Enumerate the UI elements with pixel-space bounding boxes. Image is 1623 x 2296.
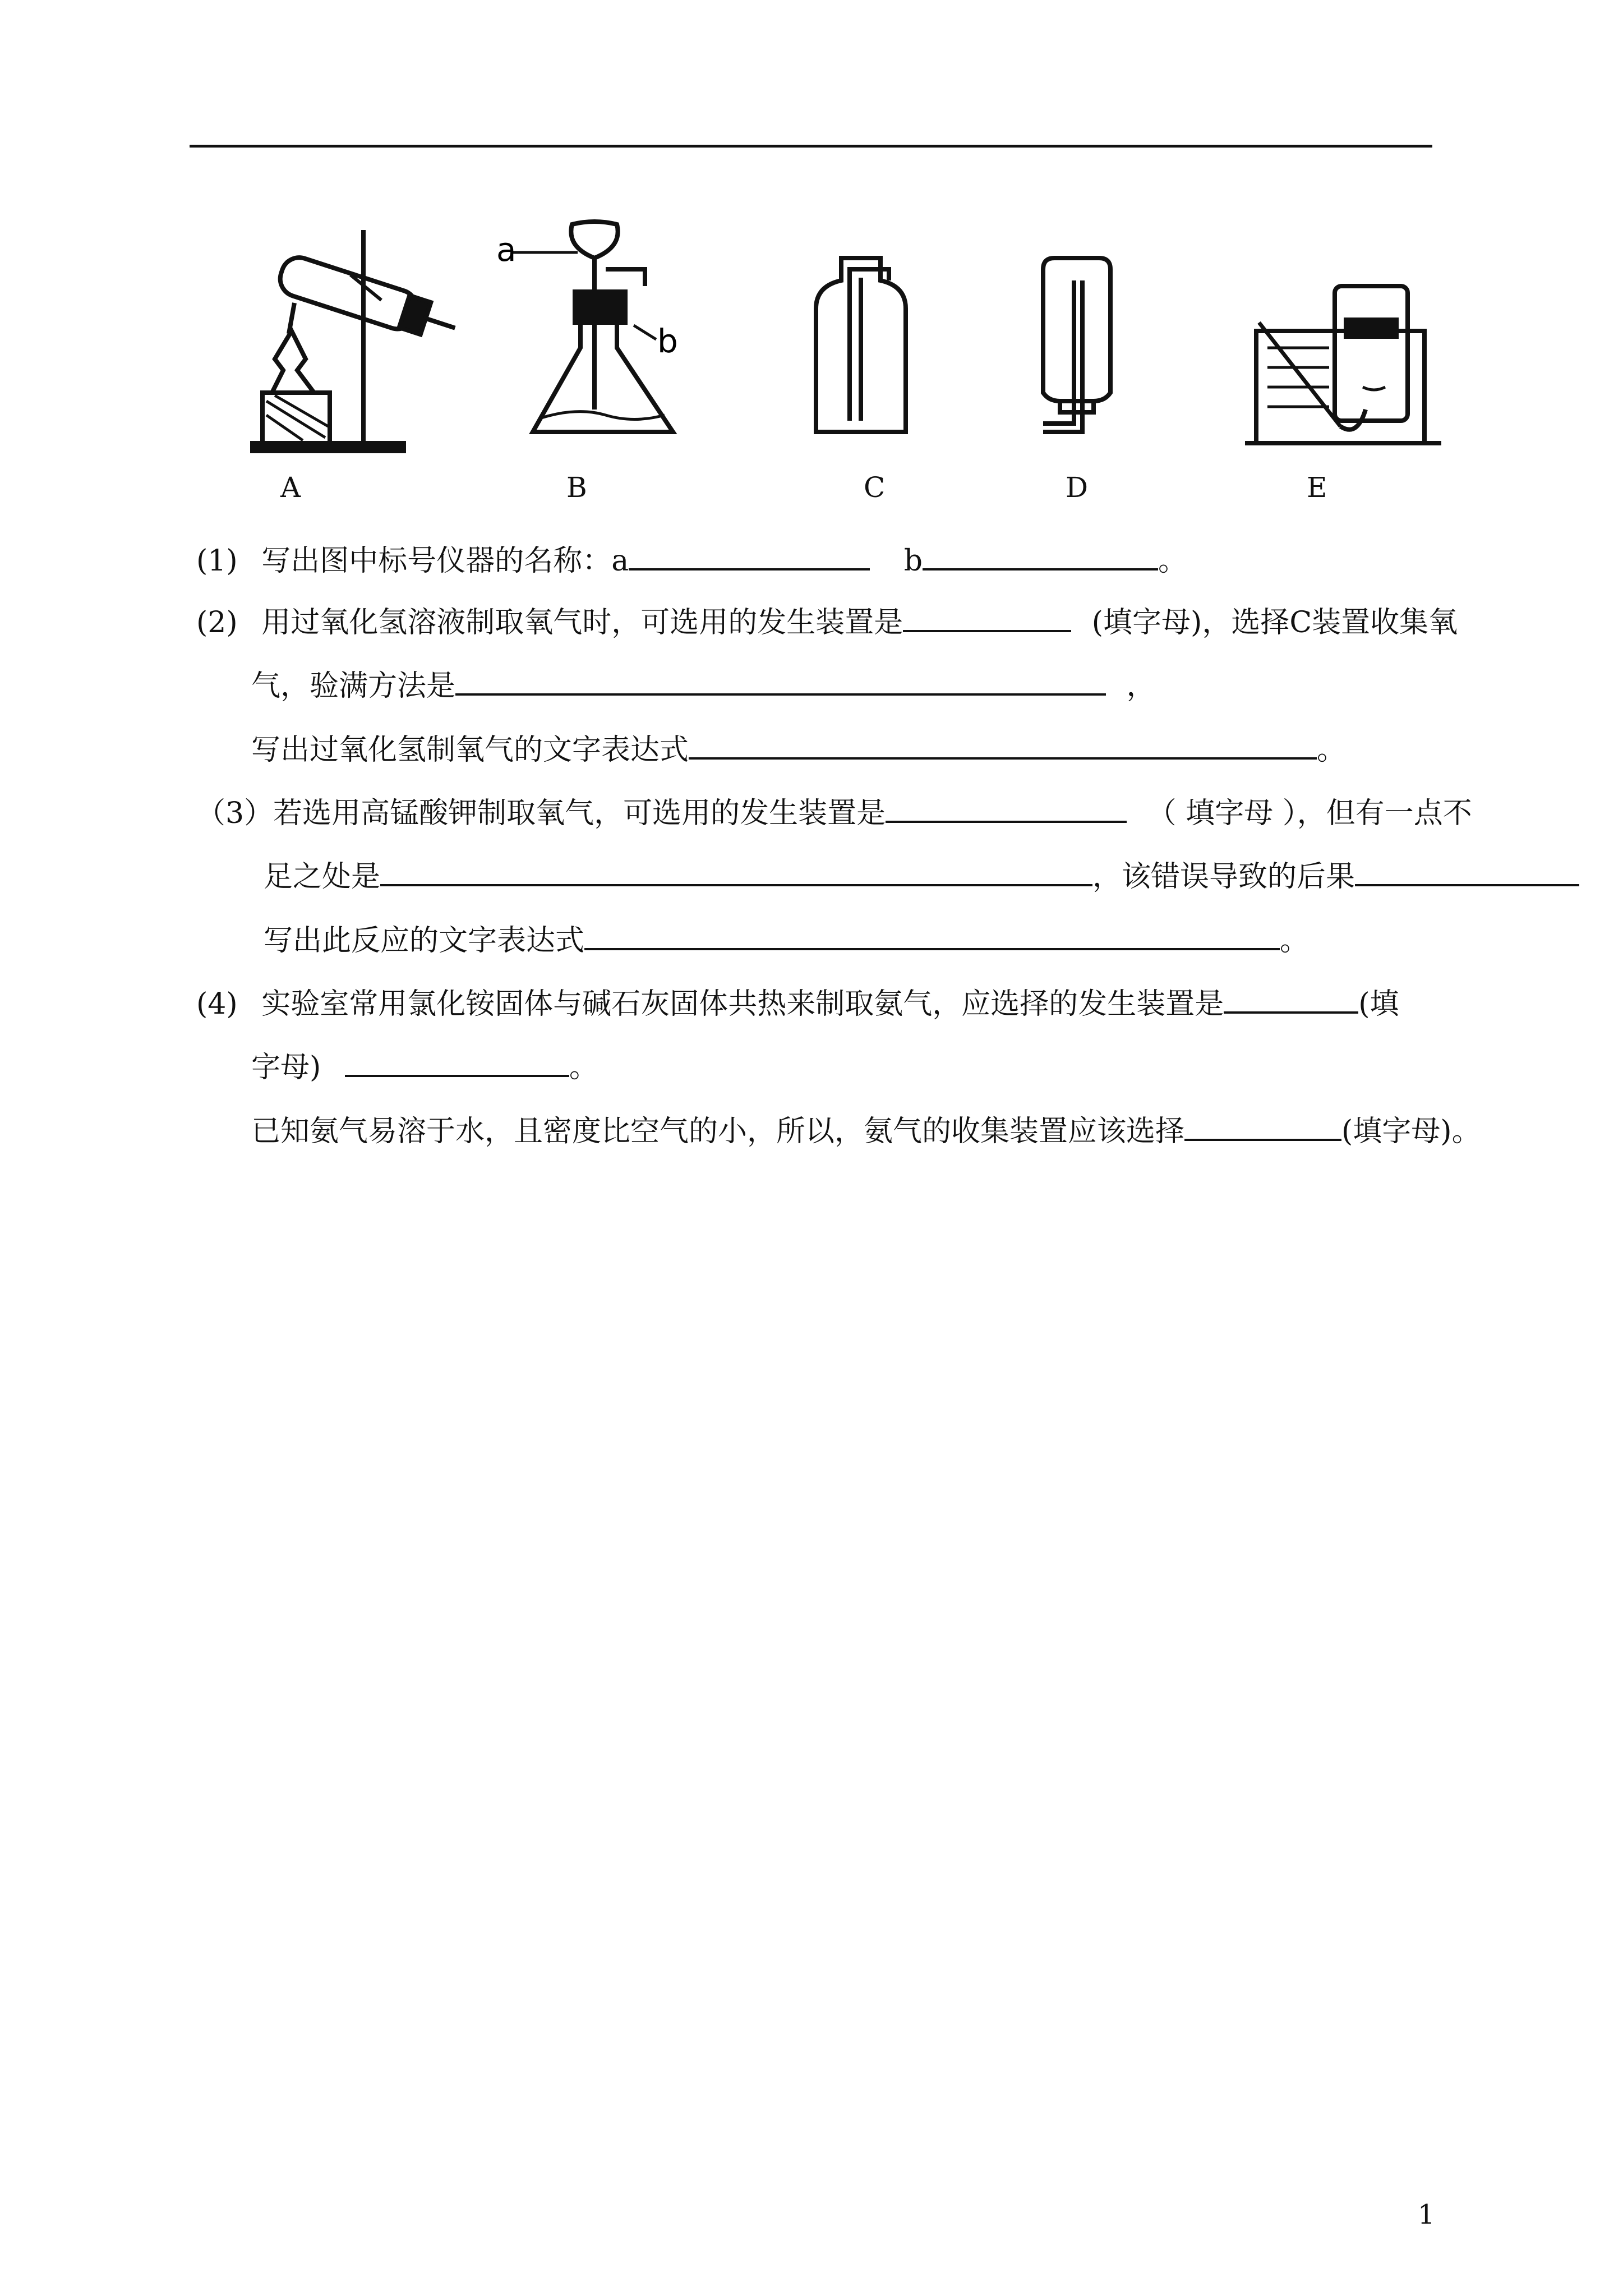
question-4-text-2: (填 [1358,987,1399,1021]
question-2-text-3: 气，验满方法是 [251,669,456,703]
question-2-text-1: 用过氧化氢溶液制取氧气时，可选用的发生装置是 [261,606,903,639]
apparatus-b-drawing [513,222,673,432]
apparatus-label-a: A [280,471,301,504]
answer-blank-2-equation[interactable] [689,725,1317,760]
question-3-text-6: 。 [1280,924,1310,958]
question-4-line-2 [251,1042,598,1088]
answer-blank-3-device[interactable] [886,788,1127,823]
answer-blank-4-letter[interactable] [345,1042,569,1077]
answer-blank-3-equation[interactable] [584,915,1280,950]
answer-blank-a[interactable] [629,536,870,570]
question-2-text-4: ， [1126,669,1156,703]
question-2-text-6: 。 [1317,733,1347,767]
question-3-number: （3） [196,797,274,830]
question-3-text-5: 写出此反应的文字表达式 [264,924,585,958]
question-2-line-2 [251,661,1156,706]
apparatus-label-c: C [864,471,886,504]
question-2-number: (2) [196,606,238,639]
apparatus-label-d: D [1066,471,1089,504]
apparatus-c-drawing [816,258,906,432]
page-number: 1 [1418,2199,1435,2230]
question-4-line-1 [196,979,1399,1024]
question-4-number: (4) [196,987,238,1021]
apparatus-a-drawing [252,230,461,451]
apparatus-d-drawing [1043,258,1110,432]
question-4-text-4: 。 [569,1051,598,1084]
apparatus-label-b: B [566,471,587,504]
apparatus-label-e: E [1307,471,1327,504]
question-3-line-3 [264,915,1309,961]
question-4-text-3: 字母) [251,1051,321,1084]
question-2-text-5: 写出过氧化氢制氧气的文字表达式 [251,733,689,767]
question-2-line-1 [196,597,1458,643]
question-3-line-1 [196,788,1472,834]
question-3-text-3: 足之处是 [264,860,381,894]
answer-blank-2-device[interactable] [903,597,1071,632]
callout-b: b [657,322,678,360]
answer-blank-4-device[interactable] [1224,979,1358,1014]
question-1-b-label: b [903,544,923,578]
question-3-text-1: 若选用高锰酸钾制取氧气，可选用的发生装置是 [273,797,886,830]
question-3-text-4: ，该错误导致的后果 [1092,860,1355,894]
callout-a: a [496,231,517,269]
question-4-line-3 [251,1106,1481,1152]
apparatus-e-drawing [1245,286,1441,443]
question-4-text-1: 实验室常用氯化铵固体与碱石灰固体共热来制取氨气，应选择的发生装置是 [261,987,1224,1021]
answer-blank-3-deficiency[interactable] [380,852,1092,886]
apparatus-figure [241,208,1441,471]
answer-blank-3-consequence[interactable] [1355,852,1579,886]
question-4-text-5: 已知氨气易溶于水，且密度比空气的小，所以，氨气的收集装置应该选择 [251,1115,1185,1148]
question-2-text-2: (填字母)，选择C装置收集氧 [1091,606,1458,639]
answer-blank-4-collection[interactable] [1184,1106,1341,1141]
answer-blank-2-check-method[interactable] [455,661,1106,696]
question-1 [196,536,1187,581]
question-3-line-2 [264,852,1579,897]
header-rule [190,145,1432,148]
apparatus-drawing [241,208,1441,471]
question-4-text-6: (填字母)。 [1341,1115,1481,1148]
question-3-text-2: （ 填字母 ），但有一点不 [1147,797,1472,830]
question-1-end: 。 [1158,544,1188,578]
question-1-text: 写出图中标号仪器的名称：a [261,544,629,578]
question-2-line-3 [251,725,1346,770]
answer-blank-b[interactable] [923,536,1158,570]
question-1-number: (1) [196,544,238,578]
